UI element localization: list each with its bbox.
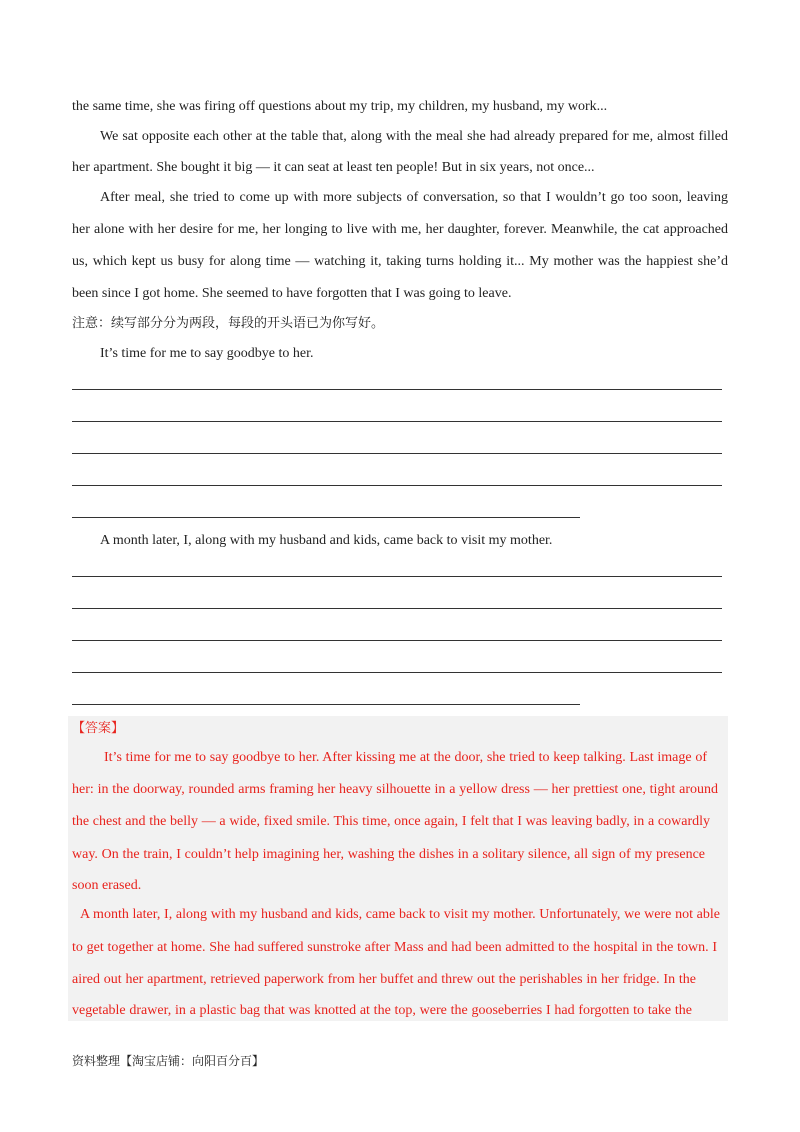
answer-line: way. On the train, I couldn’t help imagining her, washing the dishes in a solitary silence, all sign of my presence	[72, 847, 705, 862]
answer-line: A month later, I, along with my husband and kids, came back to visit my mother. Unfortunately, we were not able	[80, 907, 720, 922]
instruction-note: 注意：续写部分分为两段，每段的开头语已为你写好。	[72, 316, 385, 331]
writing-line	[72, 517, 580, 518]
writing-line	[72, 421, 722, 422]
writing-line	[72, 485, 722, 486]
writing-line	[72, 389, 722, 390]
writing-line	[72, 576, 722, 577]
writing-line	[72, 704, 580, 705]
passage-line: her apartment. She bought it big — it can seat at least ten people! But in six years, not once...	[72, 160, 595, 175]
paragraph-2-opening: A month later, I, along with my husband and kids, came back to visit my mother.	[100, 533, 553, 548]
writing-line	[72, 640, 722, 641]
passage-line: us, which kept us busy for along time — watching it, taking turns holding it... My mother was the happiest she’d	[72, 254, 728, 269]
answer-line: aired out her apartment, retrieved paperwork from her buffet and threw out the perishables in her fridge. In the	[72, 972, 696, 987]
page-footer: 资料整理【淘宝店铺：向阳百分百】	[72, 1054, 265, 1068]
paragraph-1-opening: It’s time for me to say goodbye to her.	[100, 346, 314, 361]
answer-line: to get together at home. She had suffered sunstroke after Mass and had been admitted to the hospital in the town. I	[72, 940, 717, 955]
passage-line: After meal, she tried to come up with more subjects of conversation, so that I wouldn’t go too soon, leaving	[100, 190, 728, 205]
answer-heading: 【答案】	[72, 721, 125, 736]
answer-line: vegetable drawer, in a plastic bag that was knotted at the top, were the gooseberries I had forgotten to take the	[72, 1003, 692, 1018]
passage-line: We sat opposite each other at the table that, along with the meal she had already prepared for me, almost filled	[100, 129, 728, 144]
writing-line	[72, 453, 722, 454]
passage-line: the same time, she was firing off questions about my trip, my children, my husband, my work...	[72, 99, 608, 114]
answer-line: the chest and the belly — a wide, fixed smile. This time, once again, I felt that I was leaving badly, in a cowardly	[72, 814, 710, 829]
writing-line	[72, 608, 722, 609]
writing-line	[72, 672, 722, 673]
passage-line: her alone with her desire for me, her longing to live with me, her daughter, forever. Meanwhile, the cat approached	[72, 222, 728, 237]
answer-line: soon erased.	[72, 878, 142, 893]
passage-line: been since I got home. She seemed to have forgotten that I was going to leave.	[72, 286, 512, 301]
answer-line: It’s time for me to say goodbye to her. After kissing me at the door, she tried to keep talking. Last image of	[104, 750, 707, 765]
answer-line: her: in the doorway, rounded arms framing her heavy silhouette in a yellow dress — her prettiest one, tight around	[72, 782, 718, 797]
